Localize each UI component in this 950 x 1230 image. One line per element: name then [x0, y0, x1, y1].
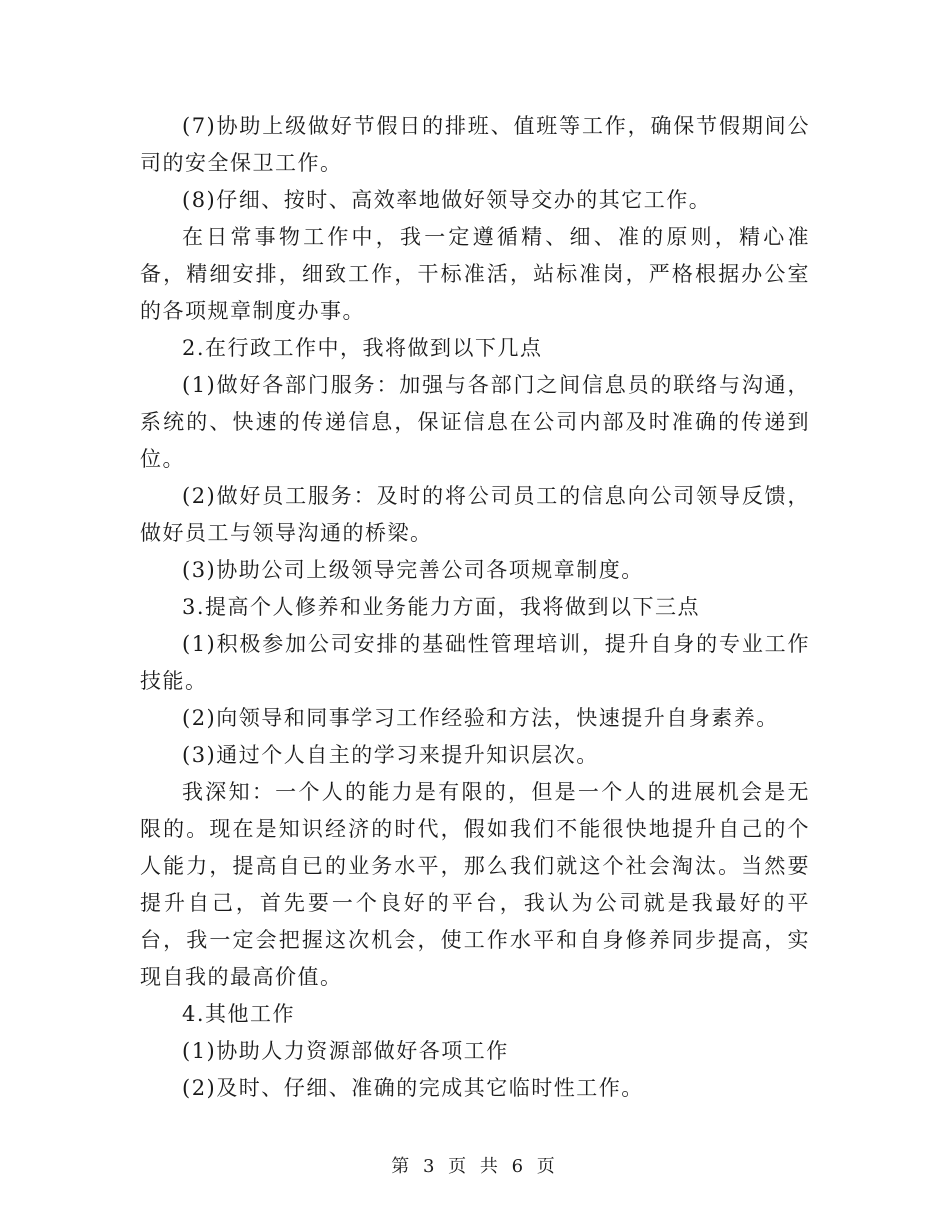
paragraph-item-7-holiday-duty: (7)协助上级做好节假日的排班、值班等工作，确保节假期间公司的安全保卫工作。: [140, 114, 810, 175]
paragraph-self-study: (3)通过个人自主的学习来提升知识层次。: [182, 743, 599, 767]
paragraph-temporary-tasks: (2)及时、仔细、准确的完成其它临时性工作。: [182, 1076, 644, 1100]
document-body: [140, 108, 810, 1107]
paragraph-assist-hr: (1)协助人力资源部做好各项工作: [182, 1039, 509, 1063]
paragraph-daily-affairs: 在日常事物工作中，我一定遵循精、细、准的原则，精心准备，精细安排，细致工作，干标准活，站标准岗，严格根据办公室的各项规章制度办事。: [140, 225, 810, 323]
section-heading-administrative-work: 2.在行政工作中，我将做到以下几点: [182, 336, 543, 360]
paragraph-management-training: (1)积极参加公司安排的基础性管理培训，提升自身的专业工作技能。: [140, 632, 810, 693]
paragraph-item-8-other-tasks: (8)仔细、按时、高效率地做好领导交办的其它工作。: [182, 188, 712, 212]
paragraph-employee-service: (2)做好员工服务：及时的将公司员工的信息向公司领导反馈，做好员工与领导沟通的桥梁。: [140, 484, 810, 545]
paragraph-department-service: (1)做好各部门服务：加强与各部门之间信息员的联络与沟通，系统的、快速的传递信息，保证信息在公司内部及时准确的传递到位。: [140, 373, 810, 471]
paragraph-rules-improvement: (3)协助公司上级领导完善公司各项规章制度。: [182, 558, 644, 582]
section-heading-personal-development: 3.提高个人修养和业务能力方面，我将做到以下三点: [182, 595, 701, 619]
paragraph-learn-from-colleagues: (2)向领导和同事学习工作经验和方法，快速提升自身素养。: [182, 706, 779, 730]
page-number-footer: 第 3 页 共 6 页: [391, 1156, 559, 1177]
paragraph-self-reflection: 我深知：一个人的能力是有限的，但是一个人的进展机会是无限的。现在是知识经济的时代，假如我们不能很快地提升自己的个人能力，提高自已的业务水平，那么我们就这个社会淘汰。当然要提升自己，首先要一个良好的平台，我认为公司就是我最好的平台，我一定会把握这次机会，使工作水平和自身修养同步提高，实现自我的最高价值。: [140, 780, 810, 989]
section-heading-other-work: 4.其他工作: [182, 1002, 296, 1026]
